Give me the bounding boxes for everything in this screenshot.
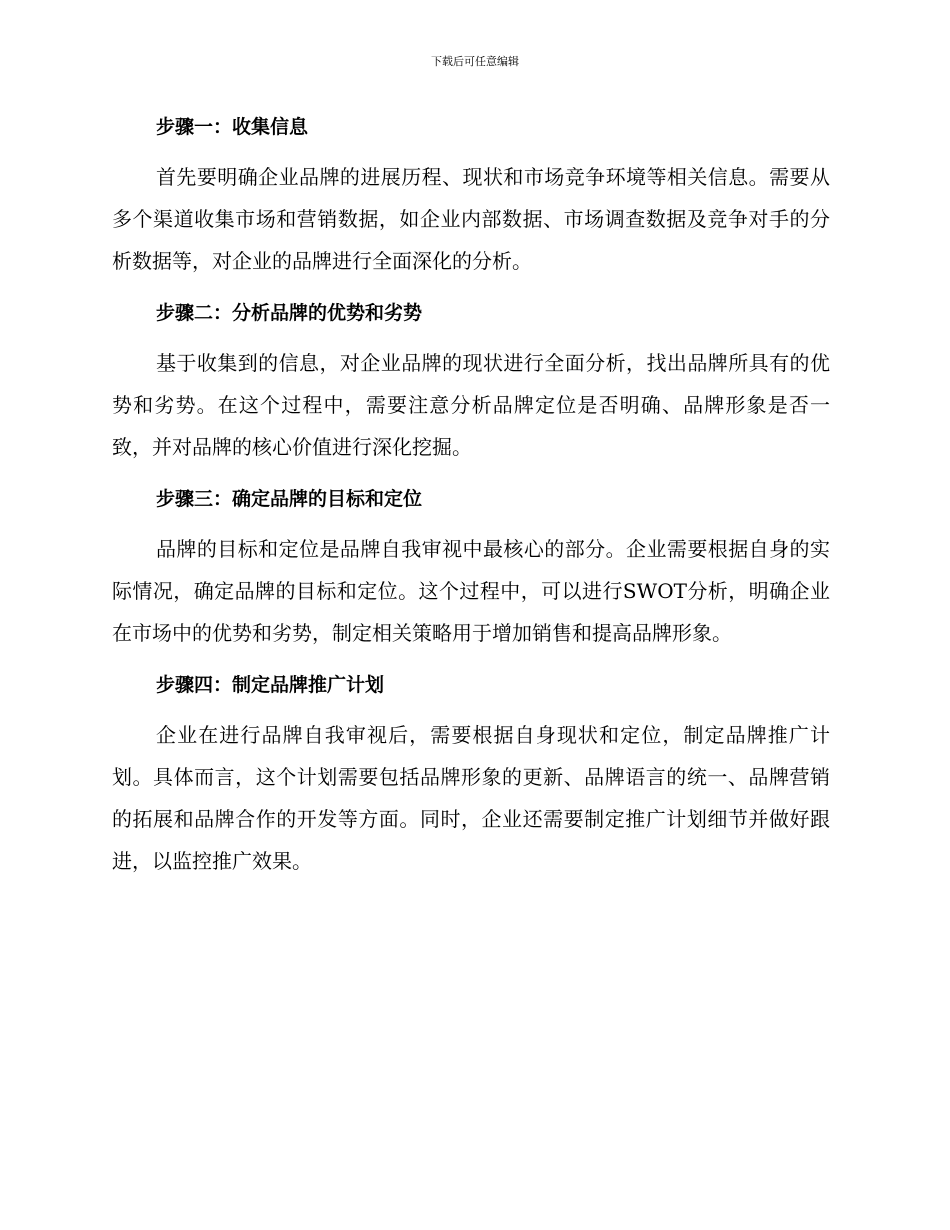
section-step-3 bbox=[112, 480, 830, 654]
section-heading: 步骤四：制定品牌推广计划 bbox=[156, 674, 385, 696]
section-step-1 bbox=[112, 108, 830, 282]
page-header: 下载后可任意编辑 bbox=[431, 55, 519, 68]
section-paragraph: 企业在进行品牌自我审视后，需要根据自身现状和定位，制定品牌推广计划。具体而言，这个计划需要包括品牌形象的更新、品牌语言的统一、品牌营销的拓展和品牌合作的开发等方面。同时，企业还需要制定推广计划细节并做好跟进，以监控推广效果。 bbox=[112, 723, 830, 873]
document-body bbox=[112, 108, 830, 894]
section-heading: 步骤三：确定品牌的目标和定位 bbox=[156, 488, 423, 510]
section-paragraph: 品牌的目标和定位是品牌自我审视中最核心的部分。企业需要根据自身的实际情况，确定品牌的目标和定位。这个过程中，可以进行SWOT分析，明确企业在市场中的优势和劣势，制定相关策略用于增加销售和提高品牌形象。 bbox=[112, 537, 830, 645]
section-step-4 bbox=[112, 666, 830, 882]
section-paragraph: 首先要明确企业品牌的进展历程、现状和市场竞争环境等相关信息。需要从多个渠道收集市场和营销数据，如企业内部数据、市场调查数据及竞争对手的分析数据等，对企业的品牌进行全面深化的分析。 bbox=[112, 165, 830, 273]
section-heading: 步骤二：分析品牌的优势和劣势 bbox=[156, 302, 423, 324]
section-paragraph: 基于收集到的信息，对企业品牌的现状进行全面分析，找出品牌所具有的优势和劣势。在这个过程中，需要注意分析品牌定位是否明确、品牌形象是否一致，并对品牌的核心价值进行深化挖掘。 bbox=[112, 351, 830, 459]
section-step-2 bbox=[112, 294, 830, 468]
section-heading: 步骤一：收集信息 bbox=[156, 116, 309, 138]
